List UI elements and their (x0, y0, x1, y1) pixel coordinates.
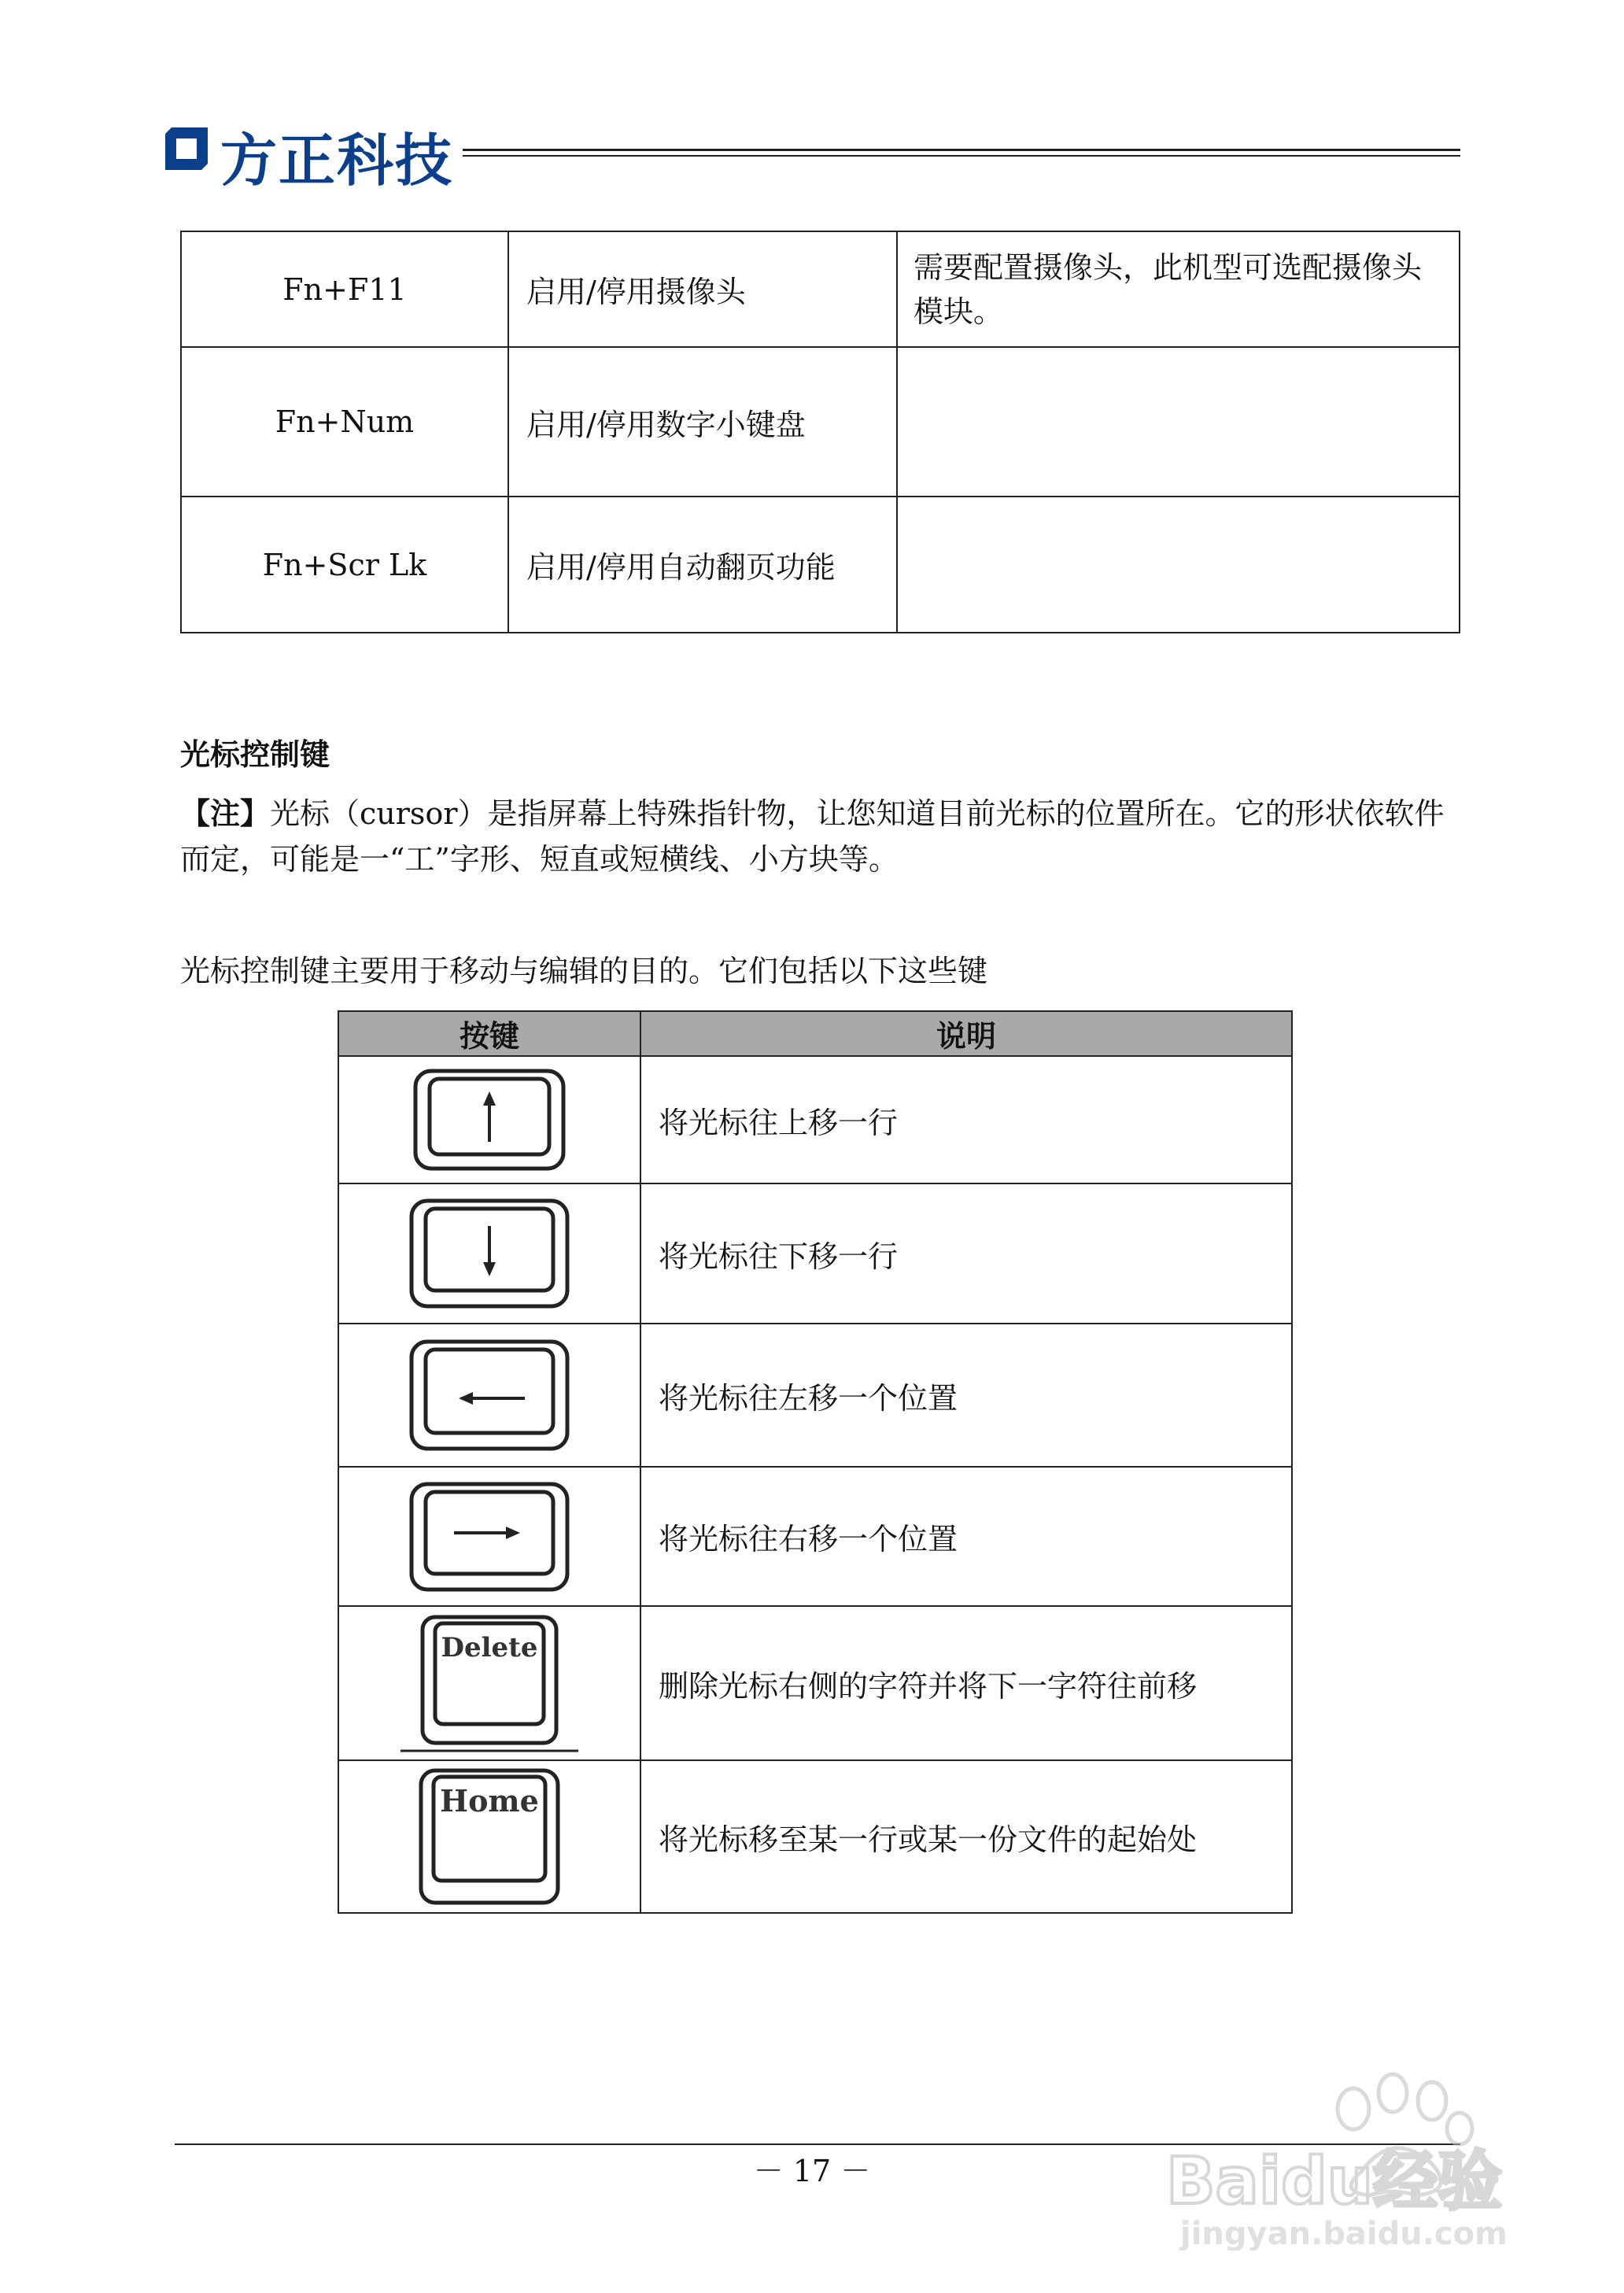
right-arrow-key-icon (407, 1478, 572, 1596)
header-description: 说明 (640, 1011, 1292, 1056)
watermark-url: jingyan.baidu.com (1180, 2216, 1508, 2251)
table-row (338, 1760, 1292, 1913)
key-description: 删除光标右侧的字符并将下一字符往前移 (640, 1606, 1292, 1760)
note-text: 光标（cursor）是指屏幕上特殊指针物，让您知道目前光标的位置所在。它的形状依软件而定，可能是一“工”字形、短直或短横线、小方块等。 (180, 796, 1445, 877)
fn-key-cell: Fn+Scr Lk (181, 497, 508, 633)
home-key-label: Home (440, 1783, 539, 1819)
table-row (181, 347, 1460, 497)
table-row (181, 231, 1460, 347)
cursor-key-table (338, 1010, 1293, 1914)
key-image-cell (338, 1760, 640, 1913)
key-image-cell (338, 1056, 640, 1183)
left-arrow-key-icon (407, 1335, 572, 1455)
intro-paragraph: 光标控制键主要用于移动与编辑的目的。它们包括以下这些键 (180, 954, 988, 988)
header-key: 按键 (338, 1011, 640, 1056)
fn-note-cell: 需要配置摄像头，此机型可选配摄像头模块。 (897, 231, 1460, 347)
key-description: 将光标往左移一个位置 (640, 1324, 1292, 1467)
page-number: － 17 － (753, 2154, 871, 2188)
table-row (338, 1467, 1292, 1606)
key-image-cell (338, 1606, 640, 1760)
down-arrow-key-icon (407, 1195, 572, 1313)
fn-note-cell (897, 347, 1460, 497)
key-image-cell (338, 1183, 640, 1324)
table-row (181, 497, 1460, 633)
key-description: 将光标往下移一行 (640, 1183, 1292, 1324)
logo-text: 方正科技 (220, 127, 454, 194)
key-description: 将光标移至某一行或某一份文件的起始处 (640, 1760, 1292, 1913)
table-row (338, 1606, 1292, 1760)
key-description: 将光标往右移一个位置 (640, 1467, 1292, 1606)
key-description: 将光标往上移一行 (640, 1056, 1292, 1183)
fn-function-cell: 启用/停用摄像头 (508, 231, 897, 347)
fn-function-cell: 启用/停用数字小键盘 (508, 347, 897, 497)
header-rule (463, 149, 1460, 151)
note-paragraph (180, 791, 1460, 882)
logo-mark-icon (162, 124, 211, 173)
fn-key-cell: Fn+F11 (181, 231, 508, 347)
table-row (338, 1324, 1292, 1467)
header-rule (463, 155, 1460, 157)
note-tag: 【注】 (180, 796, 271, 831)
fn-key-table (180, 231, 1460, 633)
fn-key-cell: Fn+Num (181, 347, 508, 497)
key-image-cell (338, 1324, 640, 1467)
baidu-jingyan-watermark (1157, 2054, 1534, 2251)
table-row (338, 1183, 1292, 1324)
fn-function-cell: 启用/停用自动翻页功能 (508, 497, 897, 633)
company-logo (156, 110, 471, 194)
delete-key-icon (399, 1612, 580, 1754)
fn-note-cell (897, 497, 1460, 633)
delete-key-label: Delete (441, 1632, 538, 1663)
home-key-icon (415, 1766, 564, 1907)
key-image-cell (338, 1467, 640, 1606)
watermark-brand: Baidu经验 (1166, 2144, 1503, 2219)
table-header-row (338, 1011, 1292, 1056)
table-row (338, 1056, 1292, 1183)
section-title: 光标控制键 (180, 737, 330, 772)
up-arrow-key-icon (411, 1065, 568, 1175)
